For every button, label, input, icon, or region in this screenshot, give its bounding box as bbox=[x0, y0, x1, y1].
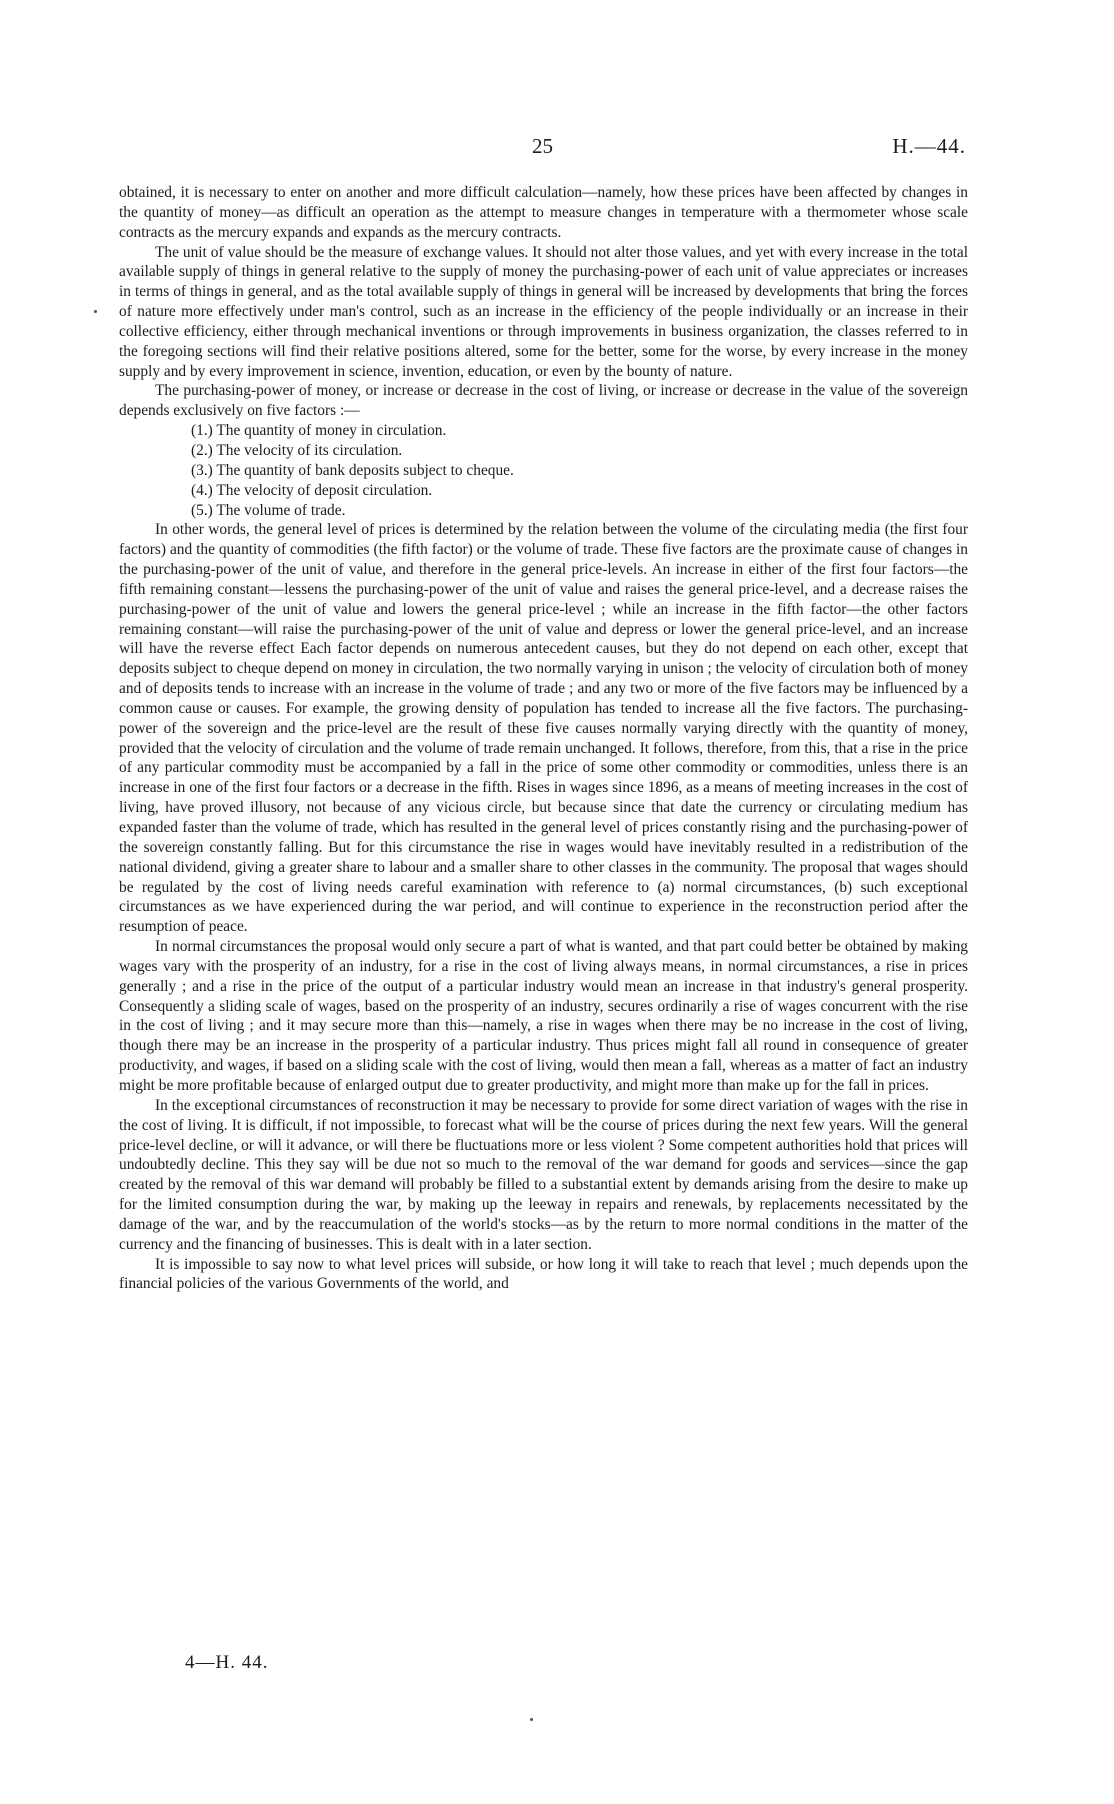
paragraph-4: In other words, the general level of prices is determined by the relation between the volume of the circulating media (the first four factors) and the quantity of commodities (the fifth factor) or the volume of trade. These five factors are the proximate cause of changes in the purchasing-power of the unit of value, and therefore in the general price-levels. An increase in either of the first four factors—the fifth remaining constant—lessens the purchasing-power of the unit of value and raises the general price-level, and a decrease raises the purchasing-power of the unit of value and lowers the general price-level ; while an increase in the fifth factor—the other factors remaining constant—will raise the purchasing-power of the unit of value and depress or lower the general price-level, and an increase will have the reverse effect Each factor depends on numerous antecedent causes, but they do not depend on each other, except that deposits subject to cheque depend on money in circulation, the two normally varying in unison ; the velocity of circulation both of money and of deposits tends to increase with an increase in the volume of trade ; and any two or more of the five factors may be influenced by a common cause or causes. For example, the growing density of population has tended to increase all the five factors. The purchasing-power of the sovereign and the price-level are the result of these five causes normally varying directly with the quantity of money, provided that the velocity of circulation and the volume of trade remain unchanged. It follows, therefore, from this, that a rise in the price of any particular commodity must be accompanied by a fall in the price of some other commodity or commodities, unless there is an increase in one of the first four factors or a decrease in the fifth. Rises in wages since 1896, as a means of meeting increases in the cost of living, have proved illusory, not because of any vicious circle, but because since that date the currency or circulating medium has expanded faster than the volume of trade, which has resulted in the general level of prices constantly rising and the purchasing-power of the sovereign constantly falling. But for this circumstance the rise in wages would have inevitably resulted in a redistribution of the national dividend, giving a greater share to labour and a smaller share to other classes in the community. The proposal that wages should be regulated by the cost of living needs careful examination with reference to (a) normal circumstances, (b) such exceptional circumstances as we have experienced during the war period, and will continue to experience in the reconstruction period after the resumption of peace. bbox=[119, 521, 968, 936]
factor-item-4: (4.) The velocity of deposit circulation. bbox=[191, 481, 433, 499]
body-text bbox=[119, 183, 968, 1294]
scan-speck bbox=[94, 310, 97, 313]
page-number: 25 bbox=[532, 134, 553, 158]
scan-speck bbox=[530, 1718, 533, 1721]
factor-item-2: (2.) The velocity of its circulation. bbox=[191, 441, 403, 459]
factor-item-1: (1.) The quantity of money in circulation. bbox=[191, 422, 447, 440]
sheet-signature: 4—H. 44. bbox=[185, 1652, 269, 1673]
document-reference: H.—44. bbox=[892, 134, 966, 158]
paragraph-7: It is impossible to say now to what level prices will subside, or how long it will take to reach that level ; much depends upon the financial policies of the various Governments of the world, and bbox=[119, 1255, 968, 1293]
paragraph-5: In normal circumstances the proposal would only secure a part of what is wanted, and that part could better be obtained by making wages vary with the prosperity of an industry, for a rise in the cost of living always means, in normal circumstances, a rise in prices generally ; and a rise in the price of the output of a particular industry would mean an increase in that industry's general prosperity. Consequently a sliding scale of wages, based on the prosperity of an industry, secures ordinarily a rise of wages concurrent with the rise in the cost of living ; and it may secure more than this—namely, a rise in wages when there may be no increase in the cost of living, though there may be an increase in the prosperity of a particular industry. Thus prices might fall all round in consequence of greater productivity, and wages, if based on a sliding scale with the cost of living, would then mean a fall, whereas as a matter of fact an industry might be more profitable because of enlarged output due to greater productivity, and might more than make up for the fall in prices. bbox=[119, 938, 968, 1094]
paragraph-3: The purchasing-power of money, or increase or decrease in the cost of living, or increase or decrease in the value of the sovereign depends exclusively on five factors :— bbox=[119, 382, 968, 420]
factor-item-5: (5.) The volume of trade. bbox=[191, 501, 346, 519]
factor-item-3: (3.) The quantity of bank deposits subject to cheque. bbox=[191, 461, 514, 479]
paragraph-2: The unit of value should be the measure of exchange values. It should not alter those values, and yet with every increase in the total available supply of things in general relative to the supply of money the purchasing-power of each unit of value appreciates or increases in terms of things in general, and as the total available supply of things in general will be increased by developments that bring the forces of nature more effectively under man's control, such as an increase in the efficiency of the people individually or an increase in their collective efficiency, either through mechanical inventions or through improvements in business organization, the classes referred to in the foregoing sections will find their relative positions altered, some for the better, some for the worse, by every increase in the money supply and by every improvement in science, invention, education, or even by the bounty of nature. bbox=[119, 243, 968, 380]
paragraph-6: In the exceptional circumstances of reconstruction it may be necessary to provide for some direct variation of wages with the rise in the cost of living. It is difficult, if not impossible, to forecast what will be the course of prices during the next few years. Will the general price-level decline, or will it advance, or will there be fluctuations more or less violent ? Some competent authorities hold that prices will undoubtedly decline. This they say will be due not so much to the removal of the war demand for goods and services—since the gap created by the removal of this war demand will probably be filled to a substantial extent by demands arising from the desire to make up for the limited consumption during the war, by making up the leeway in repairs and renewals, by replacements necessitated by the damage of the war, and by the reaccumulation of the world's stocks—as by the return to more normal conditions in the matter of the currency and the financing of businesses. This is dealt with in a later section. bbox=[119, 1096, 968, 1253]
paragraph-1: obtained, it is necessary to enter on another and more difficult calculation—namely, how these prices have been affected by changes in the quantity of money—as difficult an operation as the attempt to measure changes in temperature with a thermometer whose scale contracts as the mercury expands and expands as the mercury contracts. bbox=[119, 184, 968, 241]
factor-list bbox=[119, 421, 968, 520]
